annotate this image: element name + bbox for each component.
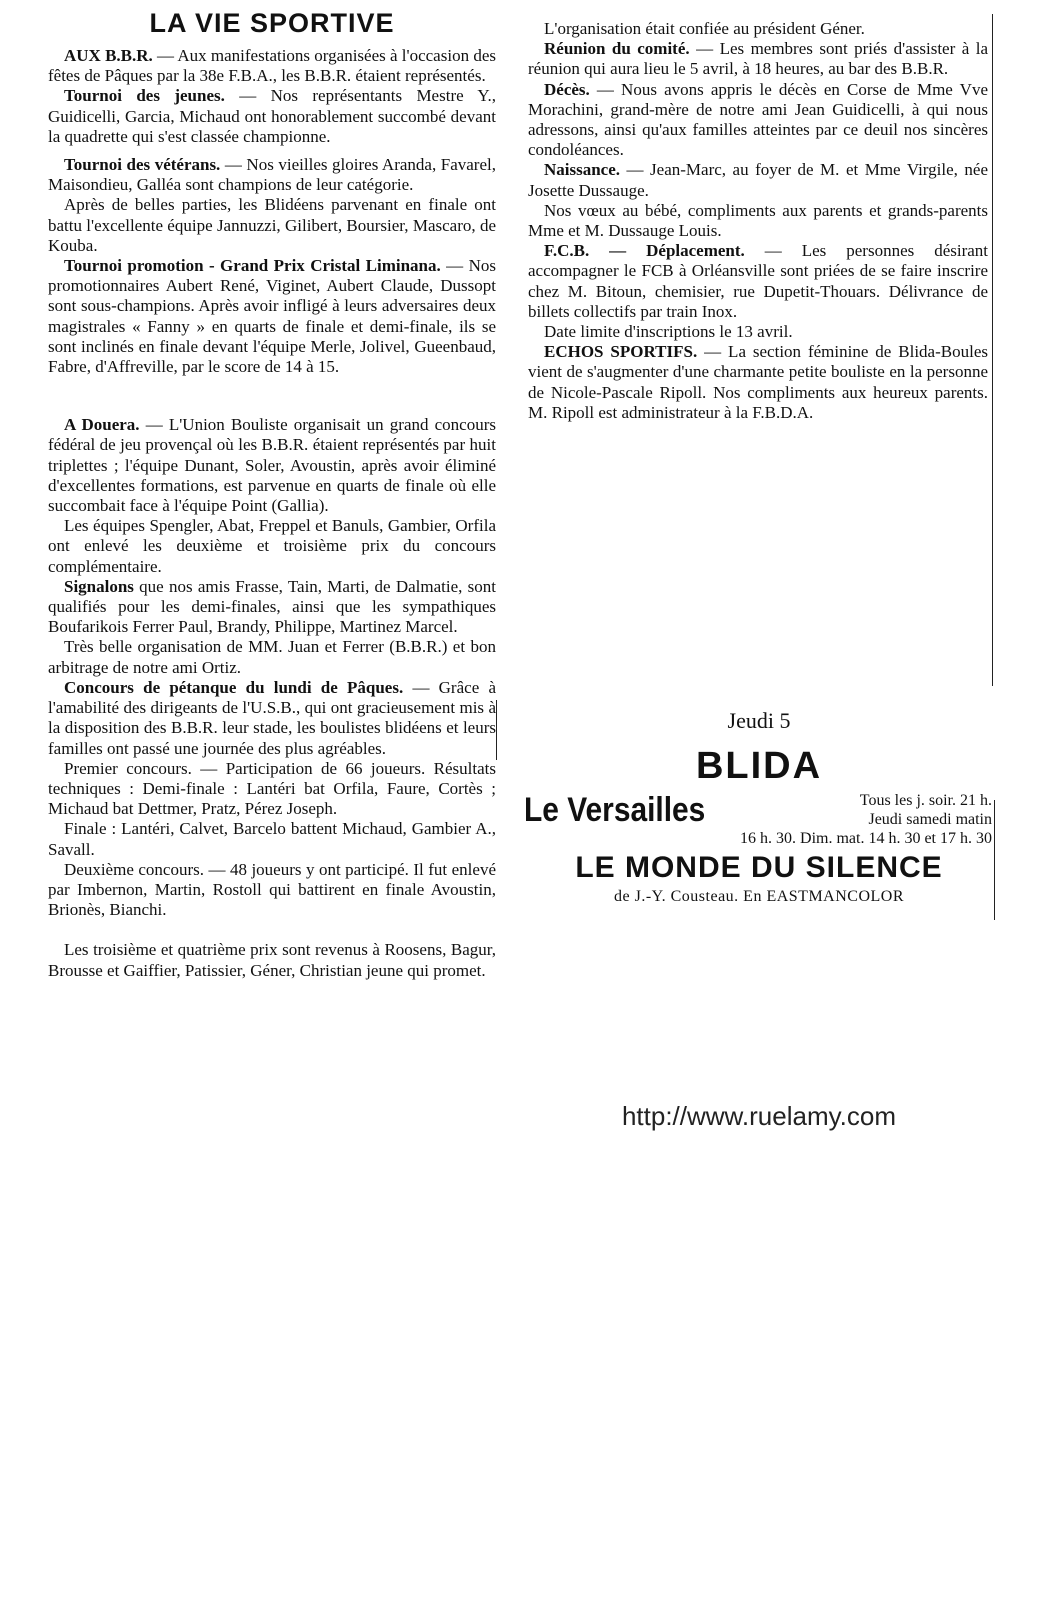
paragraph-text: Finale : Lantéri, Calvet, Barcelo battent Michaud, Gambier A., Savall.: [48, 819, 496, 859]
paragraph-lead: Tournoi promotion - Grand Prix Cristal Liminana.: [64, 256, 441, 276]
article-paragraph: [528, 160, 988, 200]
paragraph-text: L'organisation était confiée au président Géner.: [544, 19, 865, 38]
article-paragraph: [528, 342, 988, 423]
advert-times: [860, 791, 992, 829]
article-paragraph: [48, 155, 496, 195]
paragraph-lead: AUX B.B.R.: [64, 46, 153, 65]
paragraph-lead: Réunion du comité.: [544, 39, 690, 59]
paragraph-text: Nos vœux au bébé, compliments aux parents et grands-parents Mme et M. Dussauge Louis.: [528, 200, 988, 241]
article-paragraph: [48, 577, 496, 638]
article-paragraph: [48, 819, 496, 859]
column-rule: [994, 800, 995, 920]
paragraph-text: — Les personnes désirant accompagner le FCB à Orléansville sont priées de se faire inscrire chez M. Bitoun, chemisier, rue Dupetit-Thouars. Délivrance de billets collectifs par train Inox.: [528, 241, 989, 321]
article-paragraph: [528, 241, 988, 322]
paragraph-text: Les troisième et quatrième prix sont revenus à Roosens, Bagur, Brousse et Gaiffier, Patissier, Géner, Christian jeune qui promet.: [48, 940, 496, 980]
paragraph-text: — Nous avons appris le décès en Corse de Mme Vve Morachini, grand-mère de notre ami Jean Guidicelli, à qui nous adressons, ainsi qu'aux familles atteintes par ce deuil nos sincères condoléances.: [528, 79, 988, 160]
advert-cinema-name: Le Versailles: [524, 791, 706, 829]
paragraph-text: — Les membres sont priés d'assister à la réunion qui aura lieu le 5 avril, à 18 heures, au bar des B.B.R.: [528, 39, 988, 79]
paragraph-text: Les équipes Spengler, Abat, Freppel et Banuls, Gambier, Orfila ont enlevé les deuxième et troisième prix du concours complémentaire.: [48, 516, 496, 576]
article-paragraph: [48, 678, 496, 759]
article-paragraph: [48, 256, 496, 377]
article-paragraph: [528, 80, 988, 161]
cinema-advert: [520, 705, 998, 908]
article-paragraph: [48, 86, 496, 147]
article-paragraph: [48, 940, 496, 980]
column-rule: [496, 700, 497, 760]
advert-film-title: LE MONDE DU SILENCE: [575, 851, 943, 884]
article-paragraph: [48, 860, 496, 921]
paragraph-lead: Naissance.: [544, 160, 621, 180]
paragraph-text: — L'Union Bouliste organisait un grand concours fédéral de jeu provençal où les B.B.R. étaient représentés par huit triplettes ; l'équipe Dunant, Soler, Avoustin, après avoir éliminé d'excellentes formations, est parvenue en quarts de finale où elle succombait face à l'équipe Point (Gallia).: [48, 415, 496, 516]
paragraph-text: que nos amis Frasse, Tain, Marti, de Dalmatie, sont qualifiés pour les demi-finales, ainsi que les sympathiques Boufarikois Ferrer Paul, Brandy, Philippe, Martinez Marcel.: [48, 576, 496, 637]
paragraph-text: Après de belles parties, les Blidéens parvenant en finale ont battu l'excellente équipe Jannuzzi, Gilibert, Boursier, Mascaro, de Kouba.: [48, 195, 496, 255]
paragraph-text: Très belle organisation de MM. Juan et Ferrer (B.B.R.) et bon arbitrage de notre ami Ortiz.: [48, 637, 496, 677]
article-paragraph: [528, 39, 988, 79]
article-paragraph: [48, 759, 496, 820]
advert-times-line: Jeudi samedi matin: [868, 811, 992, 828]
paragraph-lead: Tournoi des jeunes.: [64, 86, 225, 106]
paragraph-lead: ECHOS SPORTIFS.: [544, 342, 698, 362]
paragraph-lead: Concours de pétanque du lundi de Pâques.: [64, 677, 404, 697]
left-column: [48, 46, 496, 981]
paragraph-text: — La section féminine de Blida-Boules vient de s'augmenter d'une charmante petite bouliste en la personne de Nicole-Pascale Ripoll. Nos compliments aux heureux parents. M. Ripoll est administrateur à la F.B.D.A.: [528, 342, 988, 422]
advert-times-line: Tous les j. soir. 21 h.: [859, 792, 992, 809]
paragraph-text: — Aux manifestations organisées à l'occasion des fêtes de Pâques par la 38e F.B.A., les B.B.R. étaient représentés.: [48, 46, 496, 86]
article-paragraph: [48, 415, 496, 516]
advert-cinema-row: [520, 791, 998, 829]
article-paragraph: [528, 19, 988, 39]
paragraph-text: — Grâce à l'amabilité des dirigeants de l'U.S.B., qui ont gracieusement mis à la disposition des B.B.R. leur stade, les boulistes blidéens et leurs familles ont passé une journée des plus agréables.: [48, 677, 496, 758]
article-paragraph: [528, 201, 988, 241]
article-paragraph: [48, 637, 496, 677]
article-paragraph: [48, 46, 496, 86]
article-paragraph: [528, 322, 988, 342]
paragraph-lead: Signalons: [64, 576, 134, 596]
advert-day: Jeudi 5: [727, 708, 791, 733]
paragraph-text: — Nos vieilles gloires Aranda, Favarel, Maisondieu, Galléa sont champions de leur catégorie.: [48, 155, 496, 195]
paragraph-text: — Jean-Marc, au foyer de M. et Mme Virgile, née Josette Dussauge.: [528, 160, 988, 200]
paragraph-text: Deuxième concours. — 48 joueurs y ont participé. Il fut enlevé par Imbernon, Martin, Rostoll qui battirent en finale Avoustin, Brionès, Bianchi.: [48, 859, 496, 920]
paragraph-text: Premier concours. — Participation de 66 joueurs. Résultats techniques : Demi-finale : Lantéri bat Orfila, Faure, Cortès ; Michaud bat Dettmer, Pratz, Pérez Joseph.: [48, 758, 496, 819]
paragraph-lead: Tournoi des vétérans.: [64, 155, 221, 175]
paragraph-text: — Nos promotionnaires Aubert René, Viginet, Aubert Claude, Dussopt sont sous-champions. Après avoir infligé à leurs adversaires deux magistrales « Fanny » en quarts de finale et demi-finale, ils se sont inclinés en finale devant l'équipe Merle, Jolivel, Gueenbaud, Fabre, d'Affreville, par le score de 14 à 15.: [48, 256, 496, 377]
section-headline: LA VIE SPORTIVE: [149, 8, 395, 38]
article-paragraph: [48, 516, 496, 577]
article-paragraph: [48, 195, 496, 256]
advert-times-line: 16 h. 30. Dim. mat. 14 h. 30 et 17 h. 30: [740, 830, 992, 847]
right-column: [528, 19, 988, 423]
advert-city: BLIDA: [695, 745, 823, 787]
paragraph-lead: Décès.: [544, 79, 590, 99]
column-rule: [992, 14, 993, 686]
watermark-url: http://www.ruelamy.com: [621, 1101, 897, 1131]
paragraph-lead: A Douera.: [64, 415, 140, 435]
paragraph-text: Date limite d'inscriptions le 13 avril.: [544, 322, 793, 342]
advert-credits: de J.-Y. Cousteau. En EASTMANCOLOR: [613, 888, 905, 905]
paragraph-lead: F.C.B. — Déplacement.: [544, 241, 745, 261]
paragraph-text: — Nos représentants Mestre Y., Guidicelli, Garcia, Michaud ont honorablement succombé devant la quadrette qui s'est classée championne.: [48, 86, 496, 146]
